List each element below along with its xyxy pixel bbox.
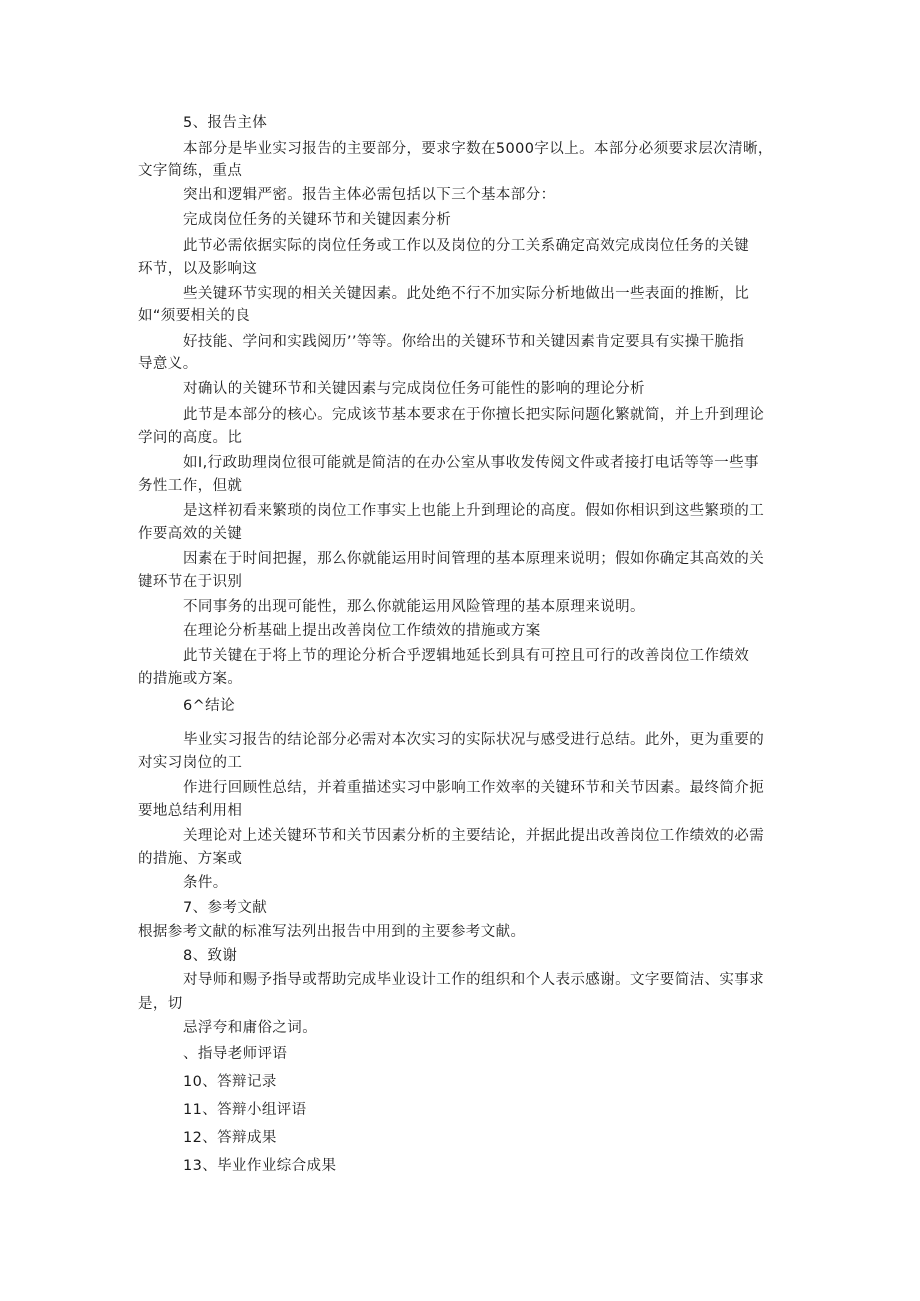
paragraph-line: 键环节在于识别	[138, 574, 243, 590]
section-heading-report-body: 5、报告主体	[183, 115, 268, 131]
section-heading-defense-record: 10、答辩记录	[183, 1074, 277, 1090]
subheading-line: 对确认的关键环节和关键因素与完成岗位任务可能性的影响的理论分析	[183, 381, 645, 397]
paragraph-line: 些关键环节实现的相关关键因素。此处绝不行不加实际分析地做出一些表面的推断，比	[183, 286, 750, 302]
paragraph-line: 是这样初看来繁琐的岗位工作事实上也能上升到理论的高度。假如你相识到这些繁琐的工	[183, 503, 765, 519]
section-heading-overall-result: 13、毕业作业综合成果	[183, 1158, 337, 1174]
paragraph-line: 忌浮夸和庸俗之词。	[183, 1020, 318, 1036]
paragraph-line: 条件。	[183, 875, 228, 891]
paragraph-line: 如I,行政助理岗位很可能就是简洁的在办公室从事收发传阅文件或者接打电话等等一些事	[183, 455, 759, 471]
paragraph-line: 本部分是毕业实习报告的主要部分，要求字数在5000字以上。本部分必须要求层次清晰，	[183, 141, 773, 157]
paragraph-line: 要地总结利用相	[138, 803, 243, 819]
paragraph-line: 作进行回顾性总结，并着重描述实习中影响工作效率的关键环节和关节因素。最终简介扼	[183, 780, 765, 796]
paragraph-line: 对实习岗位的工	[138, 755, 243, 771]
subheading-line: 完成岗位任务的关键环节和关键因素分析	[183, 212, 452, 228]
paragraph-line: 因素在于时间把握，那么你就能运用时间管理的基本原理来说明；假如你确定其高效的关	[183, 551, 765, 567]
paragraph-line: 环节，以及影响这	[138, 261, 258, 277]
section-heading-advisor-comments: 、指导老师评语	[183, 1046, 288, 1062]
paragraph-line: 作要高效的关键	[138, 526, 243, 542]
paragraph-line: 的措施或方案。	[138, 671, 243, 687]
paragraph-line: 对导师和赐予指导或帮助完成毕业设计工作的组织和个人表示感谢。文字要简洁、实事求	[183, 972, 765, 988]
paragraph-line: 务性工作，但就	[138, 478, 243, 494]
paragraph-line: 如“须要相关的良	[138, 308, 251, 324]
paragraph-line: 突出和逻辑严密。报告主体必需包括以下三个基本部分：	[183, 187, 556, 203]
section-heading-defense-result: 12、答辩成果	[183, 1130, 277, 1146]
paragraph-line: 此节必需依据实际的岗位任务或工作以及岗位的分工关系确定高效完成岗位任务的关键	[183, 238, 750, 254]
paragraph-line: 关理论对上述关键环节和关节因素分析的主要结论，并据此提出改善岗位工作绩效的必需	[183, 828, 765, 844]
paragraph-line: 学问的高度。比	[138, 430, 243, 446]
paragraph-line: 根据参考文献的标准写法列出报告中用到的主要参考文献。	[138, 924, 526, 940]
section-heading-conclusion: 6^结论	[183, 698, 235, 714]
section-heading-panel-comments: 11、答辩小组评语	[183, 1102, 307, 1118]
paragraph-line: 的措施、方案或	[138, 851, 243, 867]
paragraph-line: 导意义。	[138, 356, 198, 372]
paragraph-line: 不同事务的出现可能性，那么你就能运用风险管理的基本原理来说明。	[183, 599, 645, 615]
section-heading-acknowledgements: 8、致谢	[183, 948, 238, 964]
paragraph-line: 好技能、学问和实践阅历’’等等。你给出的关键环节和关键因素肯定要具有实操干脆指	[183, 334, 745, 350]
subheading-line: 在理论分析基础上提出改善岗位工作绩效的措施或方案	[183, 623, 541, 639]
section-heading-references: 7、参考文献	[183, 900, 268, 916]
paragraph-line: 此节是本部分的核心。完成该节基本要求在于你擅长把实际问题化繁就简，并上升到理论	[183, 407, 765, 423]
paragraph-line: 此节关键在于将上节的理论分析合乎逻辑地延长到具有可控且可行的改善岗位工作绩效	[183, 648, 750, 664]
paragraph-line: 文字简练，重点	[138, 163, 243, 179]
paragraph-line: 毕业实习报告的结论部分必需对本次实习的实际状况与感受进行总结。此外，更为重要的	[183, 732, 765, 748]
paragraph-line: 是，切	[138, 996, 183, 1012]
